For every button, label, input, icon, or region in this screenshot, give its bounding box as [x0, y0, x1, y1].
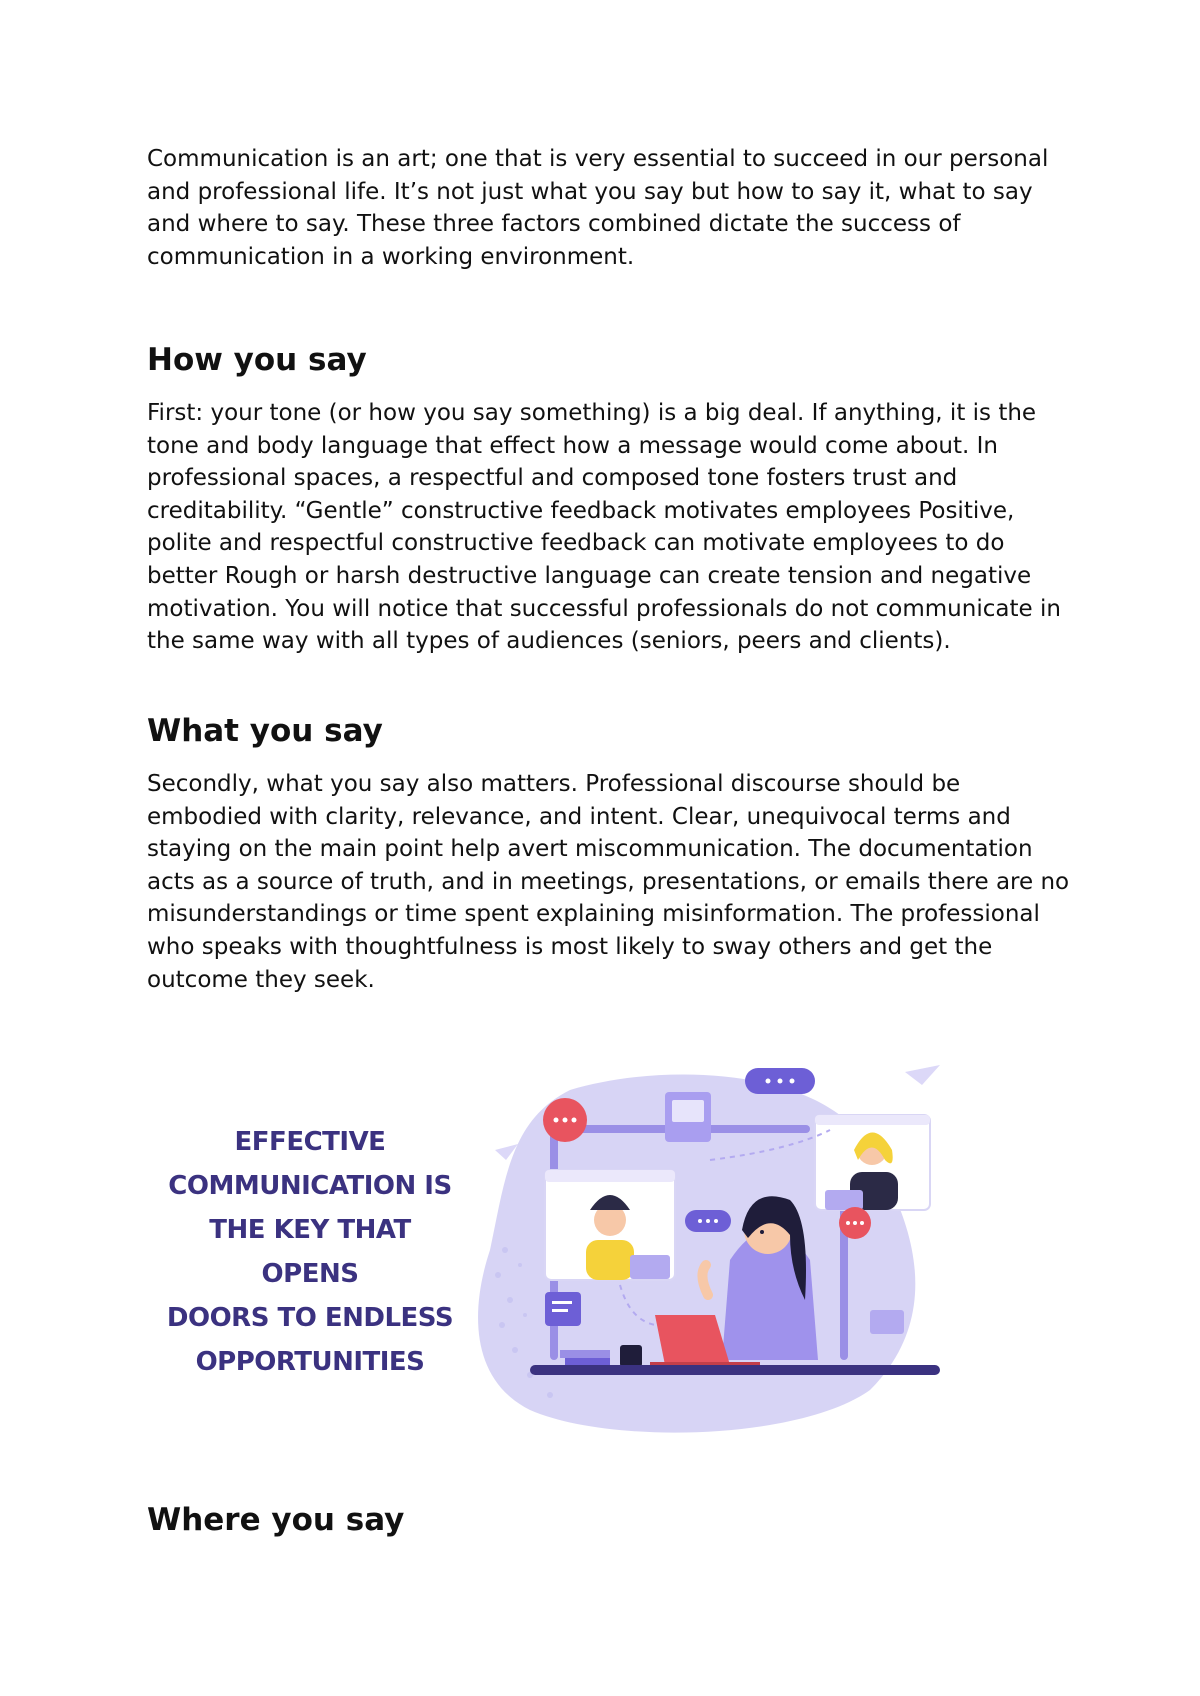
section-heading-where-you-say: Where you say [147, 1502, 405, 1538]
books-icon [560, 1350, 610, 1358]
slogan-line: EFFECTIVE [234, 1127, 386, 1157]
chat-bubble-red-icon [543, 1098, 587, 1142]
intro-paragraph: Communication is an art; one that is very essential to succeed in our personal and professional life. It’s not just what you say but how to say it, what to say and where to say. These three factors combined dictate the success of communication in a working environment. [147, 146, 1049, 270]
chat-bubble-red-small-icon [839, 1207, 871, 1239]
chat-bubble-small-icon [685, 1210, 731, 1232]
paper-plane-icon [905, 1065, 940, 1085]
video-window-man [545, 1170, 675, 1280]
communication-illustration [150, 1060, 980, 1435]
section-heading-what-you-say: What you say [147, 713, 383, 749]
pencil-cup-icon [620, 1345, 642, 1367]
section-heading-how-you-say: How you say [147, 342, 367, 378]
chat-bubble-purple-icon [745, 1068, 815, 1094]
desk-shape [530, 1365, 940, 1375]
envelope-icon [870, 1310, 904, 1334]
section-body-how-you-say: First: your tone (or how you say something) is a big deal. If anything, it is the tone and body language that effect how a message would come about. In professional spaces, a respectful and composed tone fosters trust and creditability. “Gentle” constructive feedback motivates employees Positive, polite and respectful constructive feedback can motivate employees to do better Rough or harsh destructive language can create tension and negative motivation. You will notice that successful professionals do not communicate in the same way with all types of audiences (seniors, peers and clients). [147, 400, 1061, 655]
slogan-line: DOORS TO ENDLESS [166, 1303, 454, 1333]
slogan-line: COMMUNICATION IS [168, 1171, 452, 1201]
document-icon [545, 1292, 581, 1326]
section-body-what-you-say: Secondly, what you say also matters. Professional discourse should be embodied with clarity, relevance, and intent. Clear, unequivocal terms and staying on the main point help avert miscommunication. The documentation acts as a source of truth, and in meetings, presentations, or emails there are no misunderstandings or time spent explaining misinformation. The professional who speaks with thoughtfulness is most likely to sway others and get the outcome they seek. [147, 771, 1070, 993]
slogan-line: OPPORTUNITIES [195, 1347, 425, 1377]
slogan-line: THE KEY THAT OPENS [209, 1215, 411, 1289]
video-window-woman [815, 1115, 930, 1210]
